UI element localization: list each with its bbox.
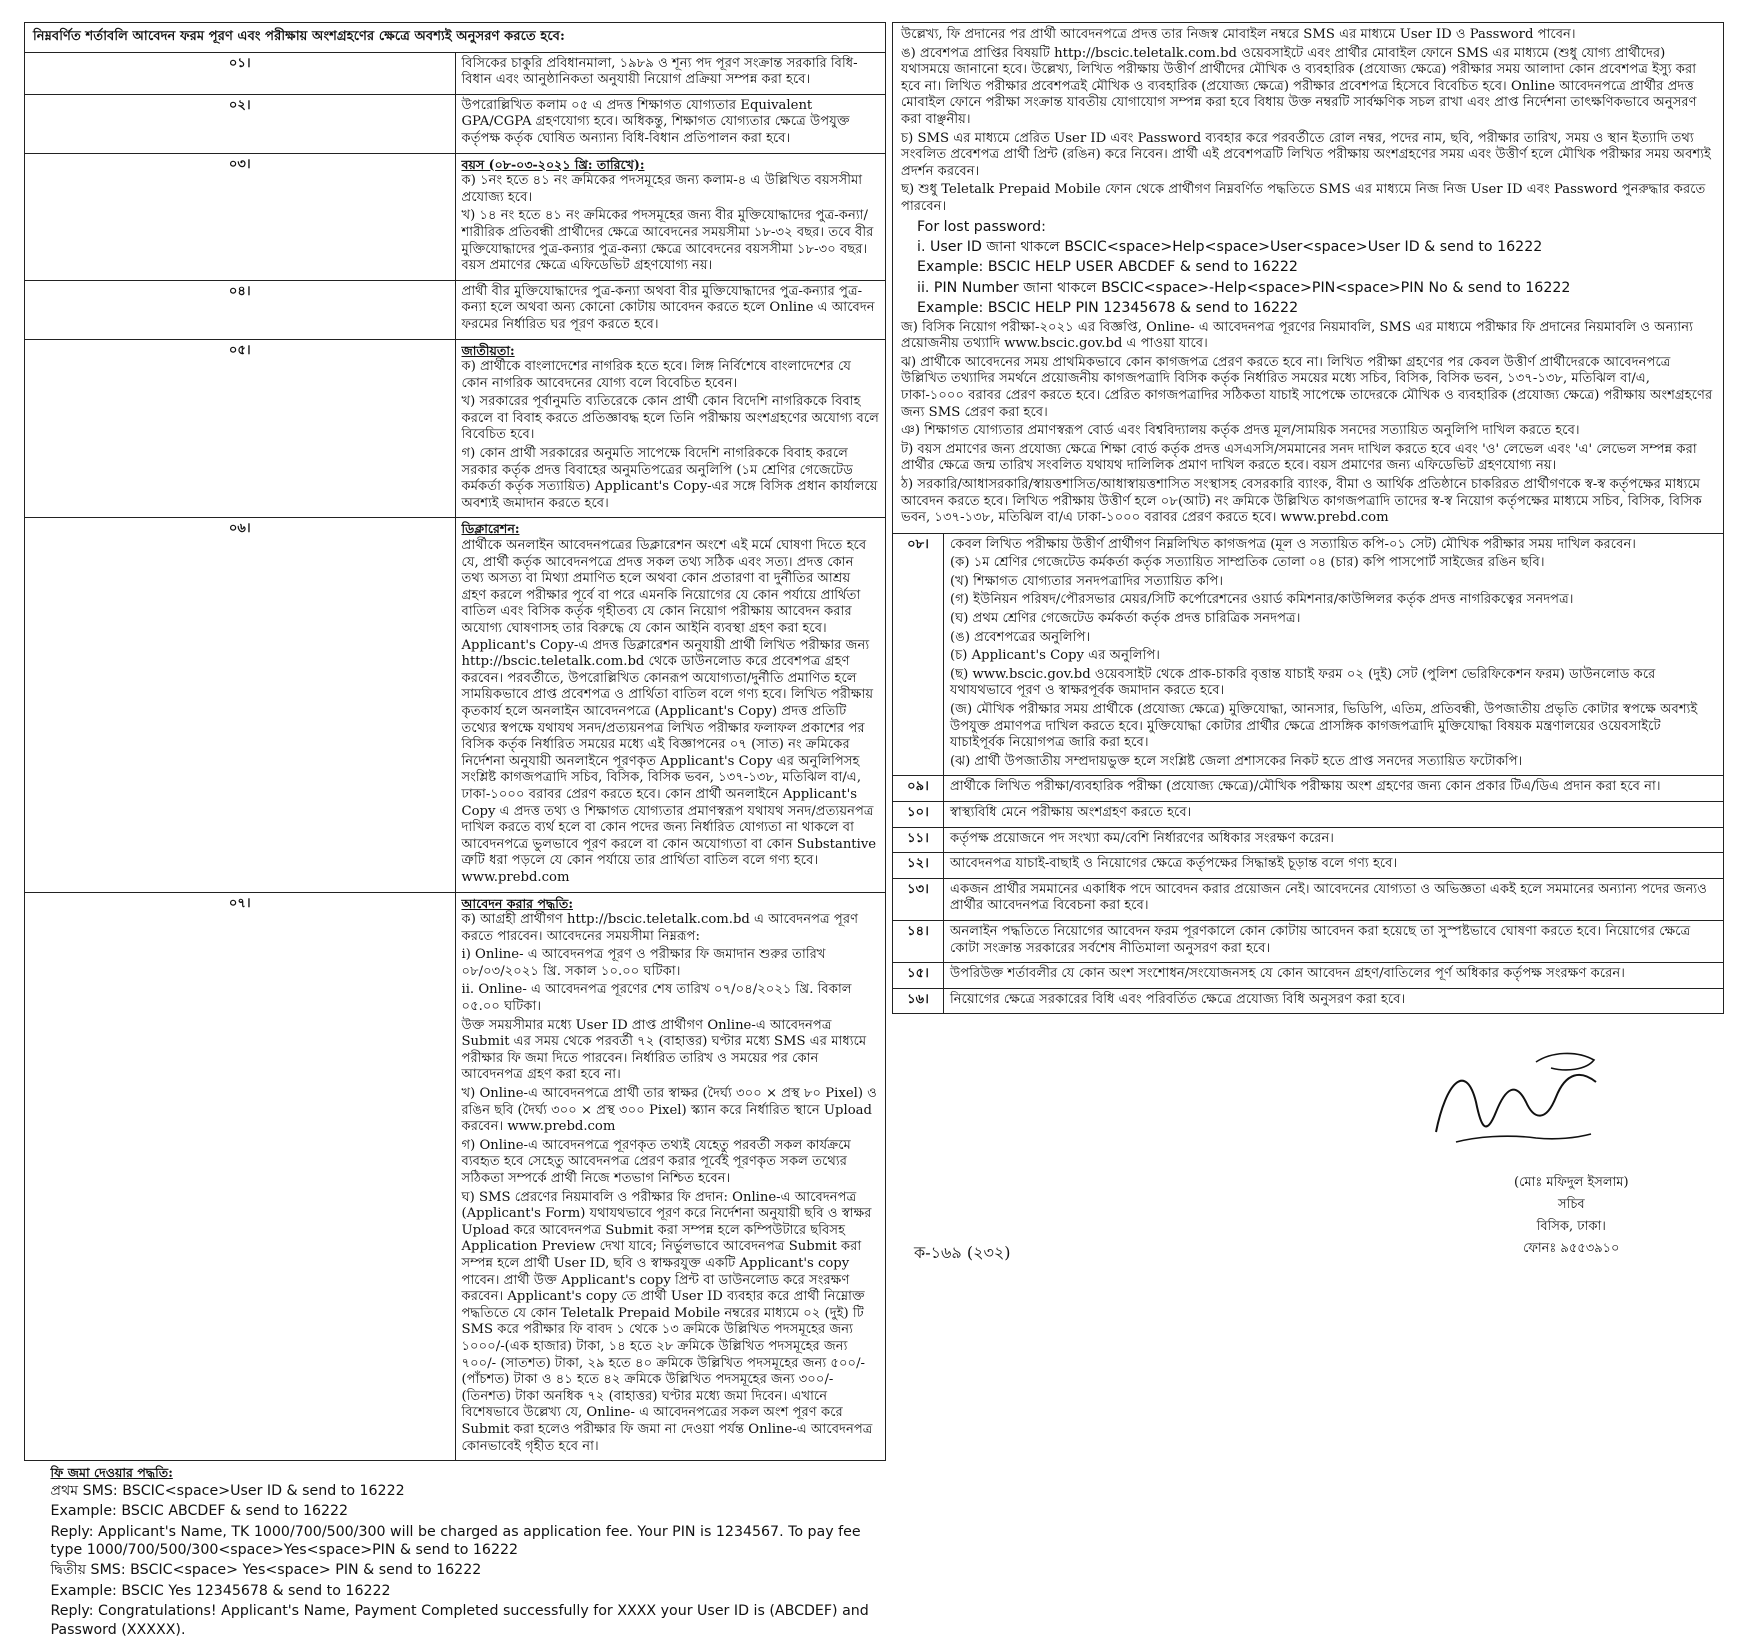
term-number: ১৫। — [893, 963, 944, 989]
text-line: চ) SMS এর মাধ্যমে প্রেরিত User ID এবং Password ব্যবহার করে পরবর্তীতে রোল নম্বর, পদের নাম, ছবি, পরীক্ষার তারিখ, সময় ও স্থান ইত্যাদি তথ্য সংবলিত প্রবেশপত্র প্রার্থী প্রিন্ট (রঙিন) করে নিবেন। প্রার্থী এই প্রবেশপত্রটি লিখিত পরীক্ষায় অংশগ্রহণের সময় এবং উত্তীর্ণ হলে মৌখিক পরীক্ষার সময় অবশ্যই প্রদর্শন করবেন। — [901, 130, 1711, 179]
term-row — [893, 853, 1724, 879]
text-line: ছ) শুধু Teletalk Prepaid Mobile ফোন থেকে প্রার্থীগণ নিম্নবর্ণিত পদ্ধতিতে SMS এর মাধ্যমে নিজ নিজ User ID এবং Password পুনরুদ্ধার করতে পারবেন। — [901, 182, 1706, 214]
lost-password-block — [917, 218, 1715, 318]
text-line: দ্বিতীয় SMS: BSCIC<space> Yes<space> PIN & send to 16222 — [50, 1562, 482, 1579]
term-row — [25, 280, 886, 339]
term-line: প্রার্থী বীর মুক্তিযোদ্ধাদের পুত্র-কন্যা অথবা বীর মুক্তিযোদ্ধাদের পুত্র-কন্যার পুত্র-কন্যা হলে অথবা অন্য কোনো কোটায় আবেদন করতে হলে Online এ আবেদন ফরমের নির্ধারিত ঘর পূরণ করতে হবে। — [461, 283, 875, 332]
text-line: For lost password: — [917, 218, 1046, 235]
term-row — [893, 533, 1724, 776]
signer-org: বিসিক, ঢাকা। — [1536, 1219, 1606, 1234]
term-text — [944, 853, 1724, 879]
term-row — [25, 339, 886, 518]
fee-section — [25, 1461, 886, 1641]
signer-name: (মোঃ মফিদুল ইসলাম) — [1514, 1175, 1629, 1190]
term-line: উপরোল্লিখিত কলাম ০৫ এ প্রদত্ত শিক্ষাগত যোগ্যতার Equivalent GPA/CGPA গ্রহণযোগ্য হবে। অধিকন্তু, শিক্ষাগত যোগ্যতার ক্ষেত্রে উপযুক্ত কর্তৃপক্ষ কর্তৃক ঘোষিত অন্যান্য বিধি-বিধান প্রতিপালন করা হবে। — [461, 97, 850, 146]
term-number: ১৬। — [893, 988, 944, 1014]
left-rows — [25, 52, 886, 1461]
text-line: Example: BSCIC HELP USER ABCDEF & send to 16222 — [917, 259, 1298, 276]
term-text — [944, 533, 1724, 776]
term-line: (গ) ইউনিয়ন পরিষদ/পৌরসভার মেয়র/সিটি কর্পোরেশনের ওয়ার্ড কমিশনার/কাউন্সিলর কর্তৃক প্রদত্ত নাগরিকত্বের সনদপত্র। — [950, 592, 1574, 608]
term-row — [25, 518, 886, 892]
term-number: ১১। — [893, 827, 944, 853]
term-number: ০৯। — [893, 776, 944, 802]
term-number: ১২। — [893, 853, 944, 879]
term-line: গ) Online-এ আবেদনপত্রে পূরণকৃত তথ্যই যেহেতু পরবর্তী সকল কার্যক্রমে ব্যবহৃত হবে সেহেতু আবেদনপত্র প্রেরণ করার পূর্বেই পূরণকৃত সকল তথ্যের সঠিকতা সম্পর্কে প্রার্থী নিজে শতভাগ নিশ্চিত হবেন। — [461, 1137, 851, 1186]
term-text — [944, 802, 1724, 828]
term-line: (ক) ১ম শ্রেণির গেজেটেড কর্মকর্তা কর্তৃক সত্যায়িত সাম্প্রতিক তোলা ০৪ (চার) কপি পাসপোর্ট সাইজের রঙিন ছবি। — [950, 555, 1545, 571]
right-top-lines — [901, 27, 1715, 216]
term-text — [455, 280, 886, 339]
text-line: ঙ) প্রবেশপত্র প্রাপ্তির বিষয়টি http://bscic.teletalk.com.bd ওয়েবসাইটে এবং প্রার্থীর মোবাইল ফোনে SMS এর মাধ্যমে (শুধু যোগ্য প্রার্থীদের) যথাসময়ে জানানো হবে। উল্লেখ্য, লিখিত পরীক্ষায় উত্তীর্ণ প্রার্থীদের মৌখিক ও ব্যবহারিক (প্রযোজ্য ক্ষেত্রে) পরীক্ষার সময় আলাদা কোন প্রবেশপত্র ইস্যু করা হবে না। লিখিত পরীক্ষার প্রবেশপত্রই মৌখিক ও ব্যবহারিক (প্রযোজ্য ক্ষেত্রে) পরীক্ষার প্রবেশপত্র হিসেবে বিবেচিত হবে। Online আবেদনপত্রে প্রার্থীর প্রদত্ত মোবাইল ফোনে পরীক্ষা সংক্রান্ত যাবতীয় যোগাযোগ সম্পন্ন করা হবে বিধায় উক্ত নম্বরটি সার্বক্ষণিক সচল রাখা এবং প্রাপ্ত নির্দেশনা তাৎক্ষণিকভাবে অনুসরণ করা বাঞ্ছনীয়। — [901, 45, 1697, 127]
right-column — [892, 22, 1724, 1014]
term-line: (ছ) www.bscic.gov.bd ওয়েবসাইট থেকে প্রাক-চাকরি বৃত্তান্ত যাচাই ফরম ০২ (দুই) সেট (পুলিশ ভেরিফিকেশন ফরম) ডাউনলোড করে যথাযথভাবে পূরণ ও স্বাক্ষরপূর্বক জমাদান করতে হবে। — [950, 666, 1656, 699]
term-row — [893, 988, 1724, 1014]
term-line: (চ) Applicant's Copy এর অনুলিপি। — [950, 648, 1160, 664]
text-line: Example: BSCIC ABCDEF & send to 16222 — [50, 1503, 349, 1520]
term-text — [455, 339, 886, 518]
signer-block — [1514, 1172, 1629, 1260]
term-row — [893, 827, 1724, 853]
right-continued-block — [892, 22, 1724, 533]
term-number: ০৮। — [893, 533, 944, 776]
term-line: উপরিউক্ত শর্তাবলীর যে কোন অংশ সংশোধন/সংযোজনসহ যে কোন আবেদন গ্রহণ/বাতিলের পূর্ণ অধিকার কর্তৃপক্ষ সংরক্ষণ করেন। — [950, 966, 1626, 982]
term-line: ক) ১নং হতে ৪১ নং ক্রমিকের পদসমূহের জন্য কলাম-৪ এ উল্লিখিত বয়সসীমা প্রযোজ্য হবে। — [461, 173, 863, 205]
text-line: উল্লেখ্য, ফি প্রদানের পর প্রার্থী আবেদনপত্রে প্রদত্ত তার নিজস্ব মোবাইল নম্বরে SMS এর মাধ্যমে User ID ও Password পাবেন। — [901, 27, 1576, 42]
text-line: Example: BSCIC Yes 12345678 & send to 16222 — [50, 1582, 391, 1599]
term-number: ০৭। — [25, 892, 456, 1461]
term-row — [893, 963, 1724, 989]
term-text — [455, 892, 886, 1461]
term-line: ii. Online- এ আবেদনপত্র পূরণের শেষ তারিখ ০৭/০৪/২০২১ খ্রি. বিকাল ০৫.০০ ঘটিকা। — [461, 982, 852, 1015]
terms-intro: নিম্নবর্ণিত শর্তাবলি আবেদন ফরম পূরণ এবং পরীক্ষায় অংশগ্রহণের ক্ষেত্রে অবশ্যই অনুসরণ করতে হবে: — [25, 23, 886, 53]
term-row — [893, 920, 1724, 962]
right-rows — [893, 533, 1724, 1014]
term-line: স্বাস্থ্যবিধি মেনে পরীক্ষায় অংশগ্রহণ করতে হবে। — [950, 805, 1192, 820]
text-line: প্রথম SMS: BSCIC<space>User ID & send to 16222 — [50, 1482, 405, 1499]
term-line: কর্তৃপক্ষ প্রয়োজনে পদ সংখ্যা কম/বেশি নির্ধারণের অধিকার সংরক্ষণ করেন। — [950, 830, 1335, 846]
term-line: (খ) শিক্ষাগত যোগ্যতার সনদপত্রাদির সত্যায়িত কপি। — [950, 573, 1224, 589]
term-number: ১৩। — [893, 878, 944, 920]
term-line: খ) Online-এ আবেদনপত্রে প্রার্থী তার স্বাক্ষর (দৈর্ঘ্য ৩০০ × প্রস্থ ৮০ Pixel) ও রঙিন ছবি (দৈর্ঘ্য ৩০০ × প্রস্থ ৩০০ Pixel) স্ক্যান করে নির্ধারিত স্থানে Upload করবেন। www.prebd.com — [461, 1086, 877, 1135]
text-line: Reply: Applicant's Name, TK 1000/700/500/300 will be charged as application fee. Your PIN is 1234567. To pay fee type 1000/700/500/300<space>Yes<space>PIN & send to 16222 — [50, 1523, 861, 1558]
text-line: ঞ) শিক্ষাগত যোগ্যতার প্রমাণস্বরূপ বোর্ড এবং বিশ্ববিদ্যালয় কর্তৃক প্রদত্ত মূল/সাময়িক সনদের সত্যায়িত অনুলিপি দাখিল করতে হবে। — [901, 423, 1580, 439]
term-number: ১০। — [893, 802, 944, 828]
signer-title: সচিব — [1558, 1197, 1585, 1212]
text-line: ii. PIN Number জানা থাকলে BSCIC<space>-Help<space>PIN<space>PIN No & send to 16222 — [917, 279, 1571, 296]
text-line: ঠ) সরকারি/আধাসরকারি/স্বায়ত্তশাসিত/আধাস্বায়ত্তশাসিত সংস্থাসহ বেসরকারি ব্যাংক, বীমা ও আর্থিক প্রতিষ্ঠানে চাকরিরত প্রার্থীগণকে স্ব-স্ব কর্তৃপক্ষের মাধ্যমে আবেদন করতে হবে। লিখিত পরীক্ষায় উত্তীর্ণ হলে ০৮(আট) নং ক্রমিকে উল্লিখিত কাগজপত্রাদি তাদের স্ব-স্ব নিয়োগ কর্তৃপক্ষের মাধ্যমে সচিব, বিসিক, বিসিক ভবন, ১৩৭-১৩৮, মতিঝিল বা/এ ঢাকা-১০০০ বরাবর প্রেরণ করতে হবে। www.prebd.com — [901, 476, 1702, 526]
term-line: খ) সরকারের পূর্বানুমতি ব্যতিরেকে কোন প্রার্থী কোন বিদেশি নাগরিককে বিবাহ করলে বা বিবাহ করতে প্রতিজ্ঞাবদ্ধ হলে তিনি পরীক্ষায় অংশগ্রহণের অযোগ্য বলে বিবেচিত হবে। — [461, 394, 879, 443]
fee-lines — [51, 1482, 886, 1639]
term-line: প্রার্থীকে অনলাইন আবেদনপত্রের ডিক্লারেশন অংশে এই মর্মে ঘোষণা দিতে হবে যে, প্রার্থী কর্তৃক আবেদনপত্রে প্রদত্ত সকল তথ্য সঠিক এবং সত্য। প্রদত্ত কোন তথ্য অসত্য বা মিথ্যা প্রমাণিত হলে অথবা কোন প্রতারণা বা দুর্নীতির আশ্রয় গ্রহণ করলে পরীক্ষার পূর্বে বা পরে এমনকি নিয়োগের যে কোন পর্যায়ে প্রার্থিতা বাতিল এবং বিসিক কর্তৃক গৃহীতব্য যে কোন নিয়োগ পরীক্ষায় আবেদন করার অযোগ্য ঘোষণাসহ তার বিরুদ্ধে যে কোন আইনি ব্যবস্থা গ্রহণ করা হবে। Applicant's Copy-এ প্রদত্ত ডিক্লারেশন অনুযায়ী প্রার্থী লিখিত পরীক্ষার জন্য http://bscic.teletalk.com.bd থেকে ডাউনলোড করে প্রবেশপত্র গ্রহণ করবেন। পরবর্তীতে, উপরোল্লিখিত কোনরূপ অযোগ্যতা/দুর্নীতি প্রমাণিত হলে সাময়িকভাবে প্রাপ্ত প্রবেশপত্র ও প্রার্থিতা বাতিল বলে গণ্য হবে। লিখিত পরীক্ষায় কৃতকার্য হলে অনলাইন আবেদনপত্রে (Applicant's Copy) প্রদত্ত প্রতিটি তথ্যের স্বপক্ষে যথাযথ সনদ/প্রত্যয়নপত্র লিখিত পরীক্ষার ফলাফল প্রকাশের পর বিসিক কর্তৃক নির্ধারিত সময়ের মধ্যে এই বিজ্ঞাপনের ০৭ (সাত) নং ক্রমিকের নির্দেশনা অনুযায়ী অনলাইনে পূরণকৃত Applicant's Copy এর অনুলিপিসহ সংশ্লিষ্ট কাগজপত্রাদি সচিব, বিসিক, বিসিক ভবন, ১৩৭-১৩৮, মতিঝিল বা/এ, ঢাকা-১০০০ বরাবর প্রেরণ করতে হবে। কোন প্রার্থী অনলাইনে Applicant's Copy এ প্রদত্ত তথ্য ও শিক্ষাগত যোগ্যতার প্রমাণস্বরূপ যথাযথ সনদ/প্রত্যয়নপত্র দাখিল করতে ব্যর্থ হলে বা কোন পদের জন্য নির্ধারিত যোগ্যতা না থাকলে বা আবেদনপত্রে ভুলভাবে পূরণ করলে বা কোন অযোগ্যতা বা কোন Substantive ত্রুটি ধরা পড়লে যে কোন পর্যায়ে তার প্রার্থিতা বাতিল বলে গণ্য হবে। www.prebd.com — [461, 538, 877, 885]
term-line: ক) প্রার্থীকে বাংলাদেশের নাগরিক হতে হবে। লিঙ্গ নির্বিশেষে বাংলাদেশের যে কোন নাগরিক আবেদনের যোগ্য বলে বিবেচিত হবেন। — [461, 359, 851, 391]
term-text — [944, 776, 1724, 802]
term-line: ঘ) SMS প্রেরণের নিয়মাবলি ও পরীক্ষার ফি প্রদান: Online-এ আবেদনপত্র (Applicant's Form) যথাযথভাবে পূরণ করে নির্দেশনা অনুযায়ী ছবি ও স্বাক্ষর Upload করে আবেদনপত্র Submit করা সম্পন্ন হলে কম্পিউটারে ছবিসহ Application Preview দেখা যাবে; নির্ভুলভাবে আবেদনপত্র Submit করা সম্পন্ন হলে প্রার্থী User ID, ছবি ও স্বাক্ষরযুক্ত একটি Applicant's copy পাবেন। প্রার্থী উক্ত Applicant's copy প্রিন্ট বা ডাউনলোড করে সংরক্ষণ করবেন। Applicant's copy তে প্রার্থী User ID ব্যবহার করে প্রার্থী নিম্নোক্ত পদ্ধতিতে যে কোন Teletalk Prepaid Mobile নম্বরের মাধ্যমে ০২ (দুই) টি SMS করে পরীক্ষার ফি বাবদ ১ থেকে ১৩ ক্রমিকে উল্লিখিত পদসমূহের জন্য ১০০০/-(এক হাজার) টাকা, ১৪ হতে ২৮ ক্রমিকে উল্লিখিত পদসমূহের জন্য ৭০০/- (সাতশত) টাকা, ২৯ হতে ৪০ ক্রমিকে উল্লিখিত পদসমূহের জন্য ৫০০/- (পাঁচশত) টাকা ও ৪১ হতে ৪২ ক্রমিকে উল্লিখিত পদসমূহের জন্য ৩০০/- (তিনশত) টাকা অনধিক ৭২ (বাহাত্তর) ঘণ্টার মধ্যে জমা দিবেন। এখানে বিশেষভাবে উল্লেখ্য যে, Online- এ আবেদনপত্রের সকল অংশ পূরণ করে Submit করা হলেও পরীক্ষার ফি জমা না দেওয়া পর্যন্ত Online-এ আবেদনপত্র কোনভাবেই গৃহীত হবে না। — [461, 1189, 873, 1454]
term-text — [455, 153, 886, 280]
term-number: ০৫। — [25, 339, 456, 518]
term-text — [455, 518, 886, 892]
term-number: ০৪। — [25, 280, 456, 339]
circular-page — [24, 22, 1724, 1638]
terms-table-left — [24, 22, 886, 1641]
term-text — [944, 988, 1724, 1014]
term-text — [944, 827, 1724, 853]
term-row — [25, 52, 886, 94]
term-number: ০১। — [25, 52, 456, 94]
term-row — [893, 802, 1724, 828]
term-line: (ঝ) প্রার্থী উপজাতীয় সম্প্রদায়ভুক্ত হলে সংশ্লিষ্ট জেলা প্রশাসকের নিকট হতে প্রাপ্ত সনদের সত্যায়িত ফটোকপি। — [950, 753, 1523, 769]
text-line: জ) বিসিক নিয়োগ পরীক্ষা-২০২১ এর বিজ্ঞপ্তি, Online- এ আবেদনপত্র পূরণের নিয়মাবলি, SMS এর মাধ্যমে পরীক্ষার ফি প্রদানের নিয়মাবলি ও অন্যান্য প্রয়োজনীয় তথ্যাদি www.bscic.gov.bd এ পাওয়া যাবে। — [901, 319, 1693, 352]
term-number: ১৪। — [893, 920, 944, 962]
term-line: (জ) মৌখিক পরীক্ষার সময় প্রার্থীকে (প্রযোজ্য ক্ষেত্রে) মুক্তিযোদ্ধা, আনসার, ভিডিপি, এতিম, প্রতিবন্ধী, উপজাতীয় প্রভৃতি কোটার স্বপক্ষে অবশ্যই উপযুক্ত প্রমাণপত্র দাখিল করতে হবে। মুক্তিযোদ্ধা কোটার প্রার্থীর ক্ষেত্রে প্রাসঙ্গিক কাগজপত্রাদি মুক্তিযোদ্ধা বিষয়ক মন্ত্রণালয়ের ওয়েবসাইটে যাচাইপূর্বক নিয়োগপত্র জারি করা হবে। — [950, 702, 1698, 751]
term-heading: বয়স (০৮-০৩-২০২১ খ্রি: তারিখে): — [461, 156, 645, 172]
signature-image — [1416, 1042, 1616, 1172]
term-row — [25, 153, 886, 280]
text-line: i. User ID জানা থাকলে BSCIC<space>Help<space>User<space>User ID & send to 16222 — [917, 238, 1543, 255]
term-line: ক) আগ্রহী প্রার্থীগণ http://bscic.teletalk.com.bd এ আবেদনপত্র পূরণ করতে পারবেন। আবেদনের সময়সীমা নিম্নরূপ: — [461, 912, 859, 944]
term-text — [944, 963, 1724, 989]
term-line: খ) ১৪ নং হতে ৪১ নং ক্রমিকের পদসমূহের জন্য বীর মুক্তিযোদ্ধাদের পুত্র-কন্যা/শারীরিক প্রতিবন্ধী প্রার্থীদের ক্ষেত্রে আবেদনের সময়সীমা ১৮-৩২ বছর। তবে বীর মুক্তিযোদ্ধাদের পুত্র-কন্যার পুত্র-কন্যা ক্ষেত্রে আবেদনের বয়সসীমা ১৮-৩০ বছর। বয়স প্রমাণের ক্ষেত্রে এফিডেভিট গ্রহণযোগ্য নয়। — [461, 208, 874, 274]
fee-heading: ফি জমা দেওয়ার পদ্ধতি: — [50, 1465, 173, 1481]
term-heading: ডিক্লারেশন: — [461, 521, 520, 537]
right-mid-lines — [901, 320, 1715, 527]
left-column — [24, 22, 886, 1641]
term-row — [25, 94, 886, 153]
term-line: প্রার্থীকে লিখিত পরীক্ষা/ব্যবহারিক পরীক্ষা (প্রযোজ্য ক্ষেত্রে)/মৌখিক পরীক্ষায় অংশ গ্রহণের জন্য কোন প্রকার টিএ/ডিএ প্রদান করা হবে না। — [950, 779, 1661, 795]
term-line: (ঙ) প্রবেশপত্রের অনুলিপি। — [950, 629, 1091, 645]
term-line: i) Online- এ আবেদনপত্র পূরণ ও পরীক্ষার ফি জমাদান শুরুর তারিখ ০৮/০৩/২০২১ খ্রি. সকাল ১০.০০ ঘটিকা। — [461, 947, 826, 979]
term-line: (ঘ) প্রথম শ্রেণির গেজেটেড কর্মকর্তা কর্তৃক প্রদত্ত চারিত্রিক সনদপত্র। — [950, 611, 1301, 627]
term-line: একজন প্রার্থীর সমমানের একাধিক পদে আবেদন করার প্রয়োজন নেই। আবেদনের যোগ্যতা ও অভিজ্ঞতা একই হলে সমমানের অন্যান্য পদের জন্যও প্রার্থীর আবেদনপত্র বিবেচনা করা হবে। — [950, 881, 1707, 914]
term-text — [944, 878, 1724, 920]
term-text — [455, 94, 886, 153]
term-line: নিয়োগের ক্ষেত্রে সরকারের বিধি এবং পরিবর্তিত ক্ষেত্রে প্রযোজ্য বিধি অনুসরণ করা হবে। — [950, 991, 1406, 1007]
text-line: Example: BSCIC HELP PIN 12345678 & send to 16222 — [917, 300, 1299, 317]
terms-table-right — [892, 533, 1724, 1015]
text-line: ট) বয়স প্রমাণের জন্য প্রযোজ্য ক্ষেত্রে শিক্ষা বোর্ড কর্তৃক প্রদত্ত এসএসসি/সমমানের সনদ দাখিল করতে হবে এবং 'ও' লেভেল এবং 'এ' লেভেল সম্পন্ন করা প্রার্থীর ক্ষেত্রে জন্ম তারিখ সংবলিত যথাযথ দালিলিক প্রমাণ দাখিল করতে হবে। বয়স প্রমাণের জন্য এফিডেভিট গ্রহণযোগ্য নয়। — [901, 441, 1697, 474]
term-number: ০৩। — [25, 153, 456, 280]
term-line: বিসিকের চাকুরি প্রবিধানমালা, ১৯৮৯ ও শূন্য পদ পূরণ সংক্রান্ত সরকারি বিধি-বিধান এবং আনুষ্ঠানিকতা অনুযায়ী নিয়োগ প্রক্রিয়া সম্পন্ন করা হবে। — [461, 55, 858, 88]
term-row — [893, 878, 1724, 920]
term-heading: জাতীয়তা: — [461, 342, 515, 358]
term-number: ০৬। — [25, 518, 456, 892]
term-number: ০২। — [25, 94, 456, 153]
reference-number: ক-১৬৯ (২৩২) — [914, 1243, 1011, 1262]
term-text — [944, 920, 1724, 962]
text-line: ঝ) প্রার্থীকে আবেদনের সময় প্রাথমিকভাবে কোন কাগজপত্র প্রেরণ করতে হবে না। লিখিত পরীক্ষা গ্রহণের পর কেবল উত্তীর্ণ প্রার্থীদেরকে আবেদনপত্রে উল্লিখিত তথ্যাদির সমর্থনে প্রয়োজনীয় কাগজপত্রাদি বিসিক কর্তৃক নির্ধারিত সময়ের মধ্যে সচিব, বিসিক, বিসিক ভবন, ১৩৭-১৩৮, মতিঝিল বা/এ, ঢাকা-১০০০ বরাবর প্রেরণ করতে হবে। প্রেরিত কাগজপত্রাদির সঠিকতা যাচাই সাপেক্ষে তাদেরকে মৌখিক ও ব্যবহারিক (প্রযোজ্য ক্ষেত্রে) পরীক্ষায় অংশগ্রহণের জন্য SMS প্রেরণ করা হবে। — [901, 354, 1713, 420]
term-line: গ) কোন প্রার্থী সরকারের অনুমতি সাপেক্ষে বিদেশি নাগরিককে বিবাহ করলে সরকার কর্তৃক প্রদত্ত বিবাহের অনুমতিপত্রের অনুলিপি (১ম শ্রেণির গেজেটেড কর্মকর্তা কর্তৃক সত্যায়িত) Applicant's Copy-এর সঙ্গে বিসিক প্রধান কার্যালয়ে অবশ্যই জমাদান করতে হবে। — [461, 446, 878, 511]
text-line: Reply: Congratulations! Applicant's Name, Payment Completed successfully for XXXX your User ID is (ABCDEF) and Password (XXXXX). — [50, 1603, 869, 1638]
term-line: আবেদনপত্র যাচাই-বাছাই ও নিয়োগের ক্ষেত্রে কর্তৃপক্ষের সিদ্ধান্তই চূড়ান্ত বলে গণ্য হবে। — [950, 856, 1398, 872]
term-line: অনলাইন পদ্ধতিতে নিয়োগের আবেদন ফরম পূরণকালে কোন কোটায় আবেদন করা হয়েছে তা সুস্পষ্টভাবে ঘোষণা করতে হবে। নিয়োগের ক্ষেত্রে কোটা সংক্রান্ত সরকারের সর্বশেষ নীতিমালা অনুসরণ করা হবে। — [950, 923, 1691, 956]
term-row — [893, 776, 1724, 802]
term-line: উক্ত সময়সীমার মধ্যে User ID প্রাপ্ত প্রার্থীগণ Online-এ আবেদনপত্র Submit এর সময় থেকে পরবর্তী ৭২ (বাহাত্তর) ঘণ্টার মধ্যে SMS এর মাধ্যমে পরীক্ষার ফি জমা দিতে পারবেন। নির্ধারিত তারিখ ও সময়ের পর কোন আবেদনপত্র গ্রহণ করা হবে না। — [461, 1017, 867, 1083]
term-heading: আবেদন করার পদ্ধতি: — [461, 895, 573, 911]
term-text — [455, 52, 886, 94]
signature-area — [1324, 1042, 1724, 1256]
term-row — [25, 892, 886, 1461]
term-line: কেবল লিখিত পরীক্ষায় উত্তীর্ণ প্রার্থীগণ নিম্নলিখিত কাগজপত্র (মূল ও সত্যায়িত কপি-০১ সেট) মৌখিক পরীক্ষার সময় দাখিল করবেন। — [950, 536, 1637, 552]
signer-phone: ফোনঃ ৯৫৫৩৯১০ — [1523, 1241, 1620, 1256]
